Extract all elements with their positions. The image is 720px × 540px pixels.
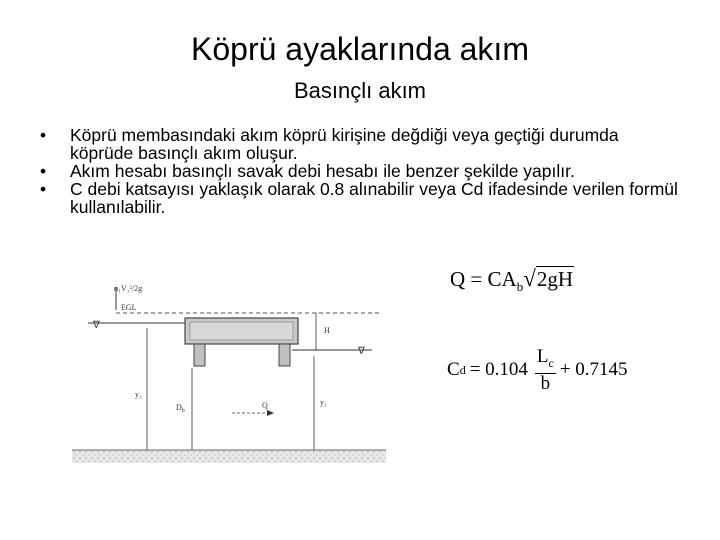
sqrt-symbol: √ — [523, 266, 536, 291]
q-formula-sub: b — [516, 279, 524, 295]
cd-formula — [447, 347, 628, 394]
cd-fraction-numerator — [535, 347, 556, 374]
egl-label: EGL — [121, 303, 137, 312]
cd-fraction-num-main: L — [536, 346, 549, 367]
cd-formula-lhs-sub: d — [459, 362, 466, 377]
q-formula-root: 2gH — [536, 267, 573, 291]
cd-formula-tail: + 0.7145 — [559, 359, 628, 381]
bridge-deck-inner — [190, 322, 293, 340]
channel-bed — [72, 450, 386, 463]
y2-label: y₂ — [320, 398, 327, 407]
q-formula — [450, 265, 574, 301]
bullet-text: C debi katsayısı yaklaşık olarak 0.8 alınabilir veya Cd ifadesinde verilen formül kullanılabilir. — [70, 179, 678, 217]
q-label: Q — [262, 401, 268, 410]
bridge-pier-right — [279, 344, 290, 366]
bridge-pier-left — [194, 344, 205, 366]
slide-subtitle: Basınçlı akım — [293, 78, 427, 103]
db-label — [176, 403, 185, 414]
bullet-marker: • — [40, 179, 47, 199]
db-label-main: D — [176, 403, 182, 412]
slide-title: Köprü ayaklarında akım — [191, 31, 529, 67]
bullet-marker: • — [40, 161, 47, 181]
cd-fraction-num-sub: c — [548, 355, 554, 370]
h-label: H — [324, 326, 330, 335]
bullet-marker: • — [40, 125, 47, 145]
bullet-text: Köprü membasındaki akım köprü kirişine değdiği veya geçtiği durumda köprüde basınçlı akım oluşur. — [70, 125, 619, 163]
upstream-water-surface-symbol: ∇ — [93, 320, 100, 331]
downstream-water-surface-symbol: ∇ — [358, 346, 365, 357]
cd-fraction — [535, 347, 556, 394]
cd-formula-eq: = 0.104 — [469, 359, 528, 381]
q-formula-lhs: Q = CA — [450, 267, 517, 291]
bullet-text: Akım hesabı basınçlı savak debi hesabı ile benzer şekilde yapılır. — [70, 161, 575, 181]
y3-label: y₃ — [135, 390, 142, 399]
db-label-sub: b — [181, 408, 185, 414]
flow-arrow-head — [267, 410, 274, 416]
velocity-head-label: α₁V₁²/2g — [114, 284, 143, 293]
cd-formula-lhs: C — [447, 359, 460, 381]
cd-fraction-denominator: b — [540, 372, 551, 394]
